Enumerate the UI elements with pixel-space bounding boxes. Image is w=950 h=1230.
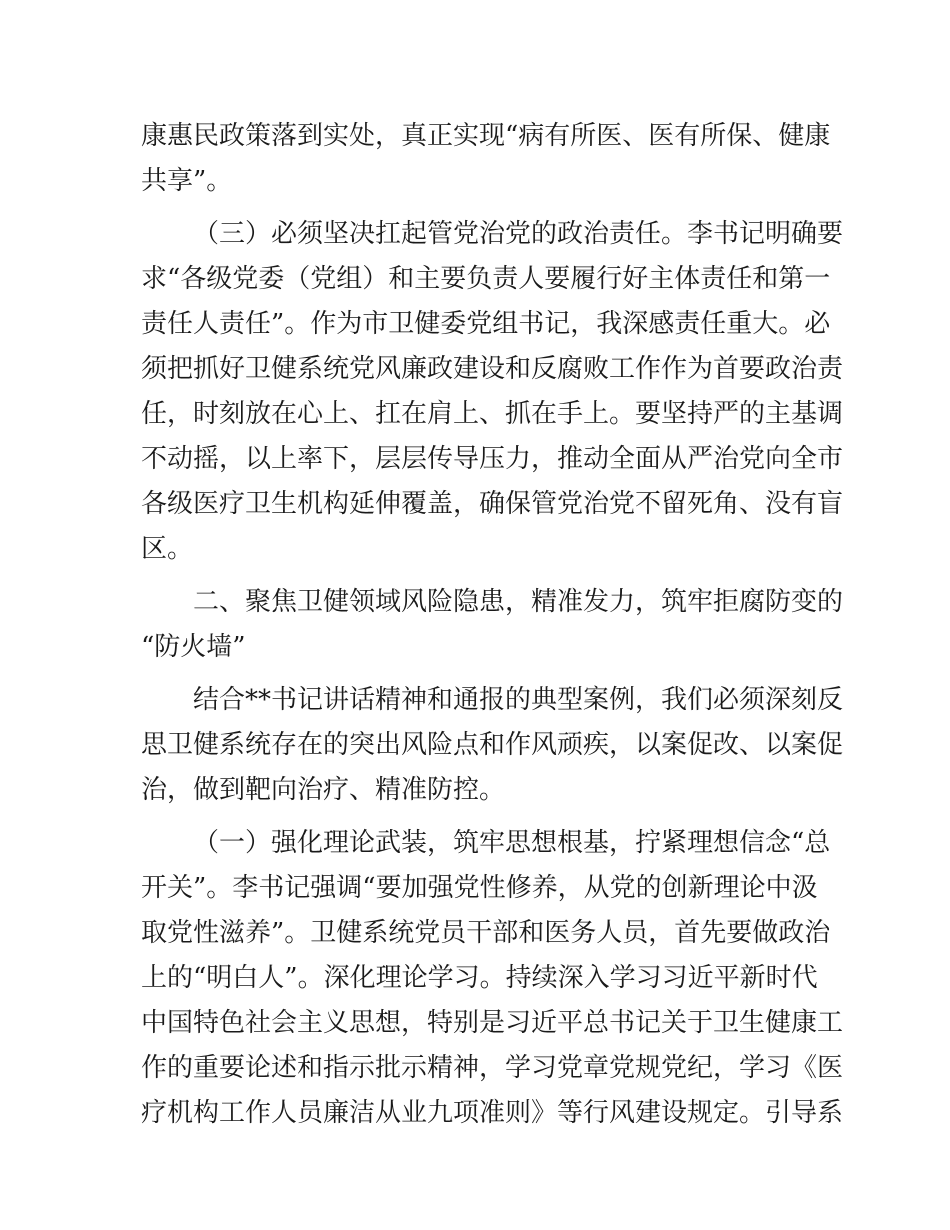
paragraph-line: 疗机构工作人员廉洁从业九项准则》等行风建设规定。引导系 (141, 1098, 844, 1128)
paragraph-line: 区。 (141, 534, 194, 564)
paragraph-line: 中国特色社会主义思想，特别是习近平总书记关于卫生健康工 (141, 1008, 844, 1038)
paragraph-line: 取党性滋养”。卫健系统党员干部和医务人员，首先要做政治 (141, 918, 831, 948)
paragraph-line: 须把抓好卫健系统党风廉政建设和反腐败工作作为首要政治责 (141, 354, 844, 384)
paragraph-line: 结合**书记讲话精神和通报的典型案例，我们必须深刻反 (193, 685, 844, 715)
paragraph-line: 责任人责任”。作为市卫健委党组书记，我深感责任重大。必 (141, 309, 831, 339)
paragraph-line: 康惠民政策落到实处，真正实现“病有所医、医有所保、健康 (141, 121, 831, 151)
paragraph-line: 开关”。李书记强调“要加强党性修养，从党的创新理论中汲 (141, 873, 818, 903)
paragraph-line: 作的重要论述和指示批示精神，学习党章党规党纪，学习《医 (141, 1053, 844, 1083)
paragraph-line: 共享”。 (141, 166, 233, 196)
paragraph-line: 治，做到靶向治疗、精准防控。 (141, 775, 506, 805)
paragraph-line: 任，时刻放在心上、扛在肩上、抓在手上。要坚持严的主基调 (141, 399, 844, 429)
paragraph-line: 不动摇，以上率下，层层传导压力，推动全面从严治党向全市 (141, 444, 844, 474)
section-heading-line: 二、聚焦卫健领域风险隐患，精准发力，筑牢拒腐防变的 (193, 587, 844, 617)
paragraph-line: （一）强化理论武装，筑牢思想根基，拧紧理想信念“总 (193, 828, 831, 858)
paragraph-line: （三）必须坚决扛起管党治党的政治责任。李书记明确要 (193, 219, 844, 249)
paragraph-line: 各级医疗卫生机构延伸覆盖，确保管党治党不留死角、没有盲 (141, 489, 844, 519)
paragraph-line: 思卫健系统存在的突出风险点和作风顽疾，以案促改、以案促 (141, 730, 844, 760)
paragraph-line: 求“各级党委（党组）和主要负责人要履行好主体责任和第一 (141, 264, 831, 294)
section-heading-line: “防火墙” (141, 632, 246, 662)
paragraph-line: 上的“明白人”。深化理论学习。持续深入学习习近平新时代 (141, 963, 818, 993)
